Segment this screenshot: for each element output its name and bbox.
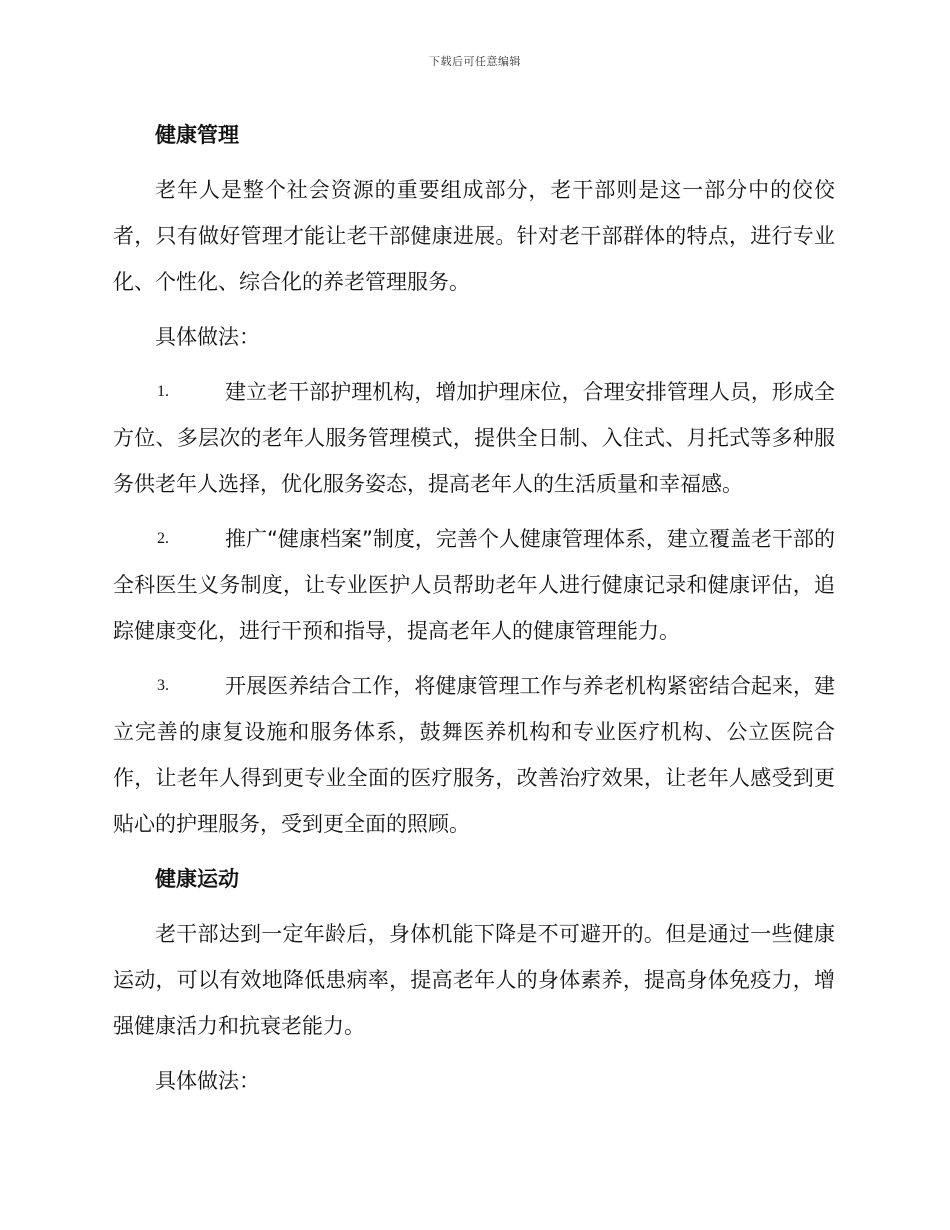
numbered-item: [113, 516, 835, 654]
method-label: 具体做法：: [155, 1069, 260, 1093]
document-body: [113, 112, 835, 1113]
section-heading-health-exercise: 健康运动: [155, 867, 239, 891]
section-intro-paragraph: 老年人是整个社会资源的重要组成部分，老干部则是这一部分中的佼佼者，只有做好管理才能让老干部健康进展。针对老干部群体的特点，进行专业化、个性化、综合化的养老管理服务。: [113, 178, 835, 294]
item-number: 3.: [157, 677, 169, 694]
item-text: 建立老干部护理机构，增加护理床位，合理安排管理人员，形成全方位、多层次的老年人服务管理模式，提供全日制、入住式、月托式等多种服务供老年人选择，优化服务姿态，提高老年人的生活质量和幸福感。: [113, 380, 835, 496]
item-number: 1.: [157, 383, 169, 400]
method-label: 具体做法：: [155, 325, 260, 349]
section-intro-paragraph: 老干部达到一定年龄后，身体机能下降是不可避开的。但是通过一些健康运动，可以有效地降低患病率，提高老年人的身体素养，提高身体免疫力，增强健康活力和抗衰老能力。: [113, 922, 835, 1038]
numbered-item: [113, 369, 835, 507]
item-text: 推广“健康档案”制度，完善个人健康管理体系，建立覆盖老干部的全科医生义务制度，让专业医护人员帮助老年人进行健康记录和健康评估，追踪健康变化，进行干预和指导，提高老年人的健康管理能力。: [113, 527, 835, 643]
item-number: 2.: [157, 530, 169, 547]
section-heading-health-management: 健康管理: [155, 123, 239, 147]
item-text: 开展医养结合工作，将健康管理工作与养老机构紧密结合起来，建立完善的康复设施和服务体系，鼓舞医养机构和专业医疗机构、公立医院合作，让老年人得到更专业全面的医疗服务，改善治疗效果，让老年人感受到更贴心的护理服务，受到更全面的照顾。: [113, 674, 835, 836]
numbered-item: [113, 663, 835, 847]
header-note: 下载后可任意编辑: [429, 55, 521, 68]
